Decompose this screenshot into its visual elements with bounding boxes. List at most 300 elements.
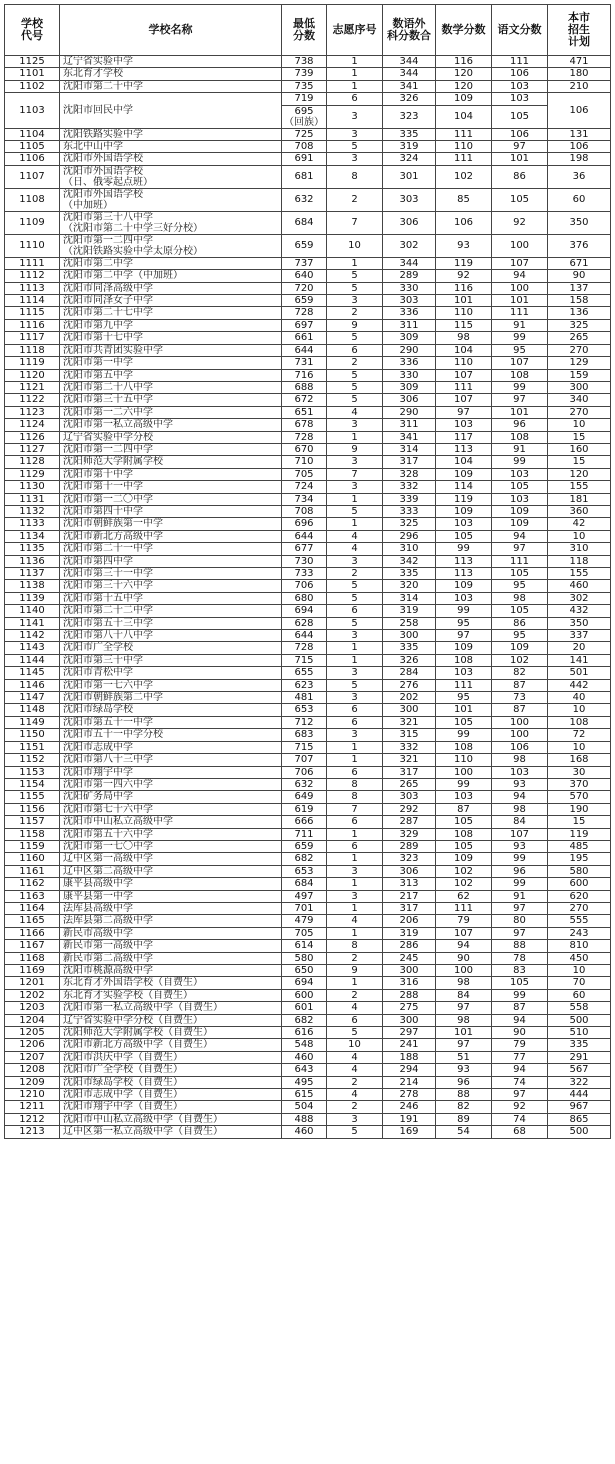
three-subject-total-cell: 309	[383, 332, 436, 344]
enrollment-plan-cell: 10	[548, 530, 611, 542]
chinese-score-cell: 95	[492, 580, 548, 592]
preference-number-cell: 5	[327, 592, 383, 604]
preference-number-cell: 2	[327, 1101, 383, 1113]
school-code-cell: 1101	[5, 68, 60, 80]
chinese-score-cell: 68	[492, 1126, 548, 1138]
math-score-cell: 96	[436, 1076, 492, 1088]
min-score-cell: 720	[282, 282, 327, 294]
school-code-cell: 1131	[5, 493, 60, 505]
school-code-cell: 1109	[5, 211, 60, 234]
enrollment-plan-cell: 168	[548, 754, 611, 766]
school-name-cell: 东北中山中学	[60, 141, 282, 153]
math-score-cell: 62	[436, 890, 492, 902]
three-subject-total-cell: 313	[383, 878, 436, 890]
min-score-cell: 666	[282, 816, 327, 828]
min-score-cell: 655	[282, 667, 327, 679]
table-row	[5, 766, 611, 778]
school-code-cell: 1201	[5, 977, 60, 989]
three-subject-total-cell: 306	[383, 211, 436, 234]
enrollment-plan-cell: 137	[548, 282, 611, 294]
min-score-cell: 712	[282, 716, 327, 728]
min-score-cell: 678	[282, 419, 327, 431]
math-score-cell: 97	[436, 406, 492, 418]
enrollment-plan-cell: 119	[548, 828, 611, 840]
min-score-cell: 697	[282, 319, 327, 331]
enrollment-plan-cell: 15	[548, 816, 611, 828]
school-code-cell: 1122	[5, 394, 60, 406]
chinese-score-cell: 97	[492, 141, 548, 153]
min-score-cell: 616	[282, 1027, 327, 1039]
preference-number-cell: 6	[327, 716, 383, 728]
min-score-cell: 706	[282, 766, 327, 778]
preference-number-cell: 7	[327, 803, 383, 815]
three-subject-total-cell: 326	[383, 654, 436, 666]
preference-number-cell: 8	[327, 940, 383, 952]
preference-number-cell: 2	[327, 568, 383, 580]
school-code-cell: 1104	[5, 128, 60, 140]
preference-number-cell: 1	[327, 654, 383, 666]
preference-number-cell: 8	[327, 791, 383, 803]
table-row	[5, 617, 611, 629]
table-row	[5, 481, 611, 493]
school-name-cell: 沈阳市第一二四中学	[60, 443, 282, 455]
math-score-cell: 103	[436, 791, 492, 803]
chinese-score-cell: 97	[492, 1089, 548, 1101]
three-subject-total-cell: 278	[383, 1089, 436, 1101]
three-subject-total-cell: 344	[383, 68, 436, 80]
school-code-cell: 1139	[5, 592, 60, 604]
school-code-cell: 1205	[5, 1027, 60, 1039]
school-code-cell: 1157	[5, 816, 60, 828]
school-code-cell: 1150	[5, 729, 60, 741]
chinese-score-cell: 97	[492, 927, 548, 939]
chinese-score-cell: 105	[492, 977, 548, 989]
min-score-cell: 661	[282, 332, 327, 344]
school-code-cell: 1113	[5, 282, 60, 294]
math-score-cell: 105	[436, 716, 492, 728]
chinese-score-cell: 86	[492, 165, 548, 188]
school-name-cell: 沈阳市广全学校（自费生）	[60, 1064, 282, 1076]
min-score-cell: 708	[282, 141, 327, 153]
math-score-cell: 119	[436, 257, 492, 269]
min-score-cell: 733	[282, 568, 327, 580]
school-code-cell: 1169	[5, 965, 60, 977]
enrollment-plan-cell: 376	[548, 234, 611, 257]
school-name-cell: 辽中区第一高级中学	[60, 853, 282, 865]
school-code-cell: 1114	[5, 295, 60, 307]
math-score-cell: 116	[436, 282, 492, 294]
preference-number-cell: 6	[327, 93, 383, 105]
preference-number-cell: 9	[327, 319, 383, 331]
enrollment-plan-cell: 129	[548, 357, 611, 369]
chinese-score-cell: 109	[492, 518, 548, 530]
preference-number-cell: 4	[327, 1002, 383, 1014]
math-score-cell: 113	[436, 443, 492, 455]
preference-number-cell: 3	[327, 555, 383, 567]
enrollment-plan-cell: 155	[548, 568, 611, 580]
preference-number-cell: 3	[327, 295, 383, 307]
chinese-score-cell: 99	[492, 332, 548, 344]
school-code-cell: 1210	[5, 1089, 60, 1101]
table-row	[5, 493, 611, 505]
math-score-cell: 109	[436, 505, 492, 517]
school-name-cell: 沈阳市第二十七中学	[60, 307, 282, 319]
admission-score-table	[4, 4, 611, 1139]
enrollment-plan-cell: 159	[548, 369, 611, 381]
math-score-cell: 99	[436, 605, 492, 617]
school-name-cell: 沈阳市同泽女子中学	[60, 295, 282, 307]
school-name-cell: 沈阳市新北方高级中学	[60, 530, 282, 542]
enrollment-plan-cell: 195	[548, 853, 611, 865]
school-name-cell: 沈阳市第三十五中学	[60, 394, 282, 406]
chinese-score-cell: 91	[492, 890, 548, 902]
enrollment-plan-cell: 471	[548, 56, 611, 68]
three-subject-total-cell: 302	[383, 234, 436, 257]
three-subject-total-cell: 169	[383, 1126, 436, 1138]
school-name-cell: 沈阳市第四十中学	[60, 505, 282, 517]
min-score-cell: 710	[282, 456, 327, 468]
table-row	[5, 530, 611, 542]
table-row	[5, 865, 611, 877]
min-score-cell: 684	[282, 878, 327, 890]
school-code-cell: 1119	[5, 357, 60, 369]
school-code-cell: 1147	[5, 692, 60, 704]
min-score-cell: 707	[282, 754, 327, 766]
three-subject-total-cell: 323	[383, 105, 436, 128]
three-subject-total-cell: 328	[383, 468, 436, 480]
school-code-cell: 1107	[5, 165, 60, 188]
three-subject-total-cell: 309	[383, 381, 436, 393]
school-name-cell: 康平县高级中学	[60, 878, 282, 890]
preference-number-cell: 3	[327, 481, 383, 493]
score-table-container	[4, 4, 610, 1139]
enrollment-plan-cell: 10	[548, 965, 611, 977]
chinese-score-cell: 97	[492, 543, 548, 555]
three-subject-total-cell: 320	[383, 580, 436, 592]
preference-number-cell: 6	[327, 816, 383, 828]
chinese-score-cell: 100	[492, 716, 548, 728]
chinese-score-cell: 111	[492, 56, 548, 68]
three-subject-total-cell: 188	[383, 1051, 436, 1063]
math-score-cell: 116	[436, 56, 492, 68]
school-code-cell: 1133	[5, 518, 60, 530]
enrollment-plan-cell: 243	[548, 927, 611, 939]
table-row	[5, 568, 611, 580]
min-score-cell: 481	[282, 692, 327, 704]
math-score-cell: 111	[436, 153, 492, 165]
chinese-score-cell: 93	[492, 840, 548, 852]
header-three-subject-total: 数语外 科分数合	[383, 5, 436, 56]
math-score-cell: 107	[436, 927, 492, 939]
math-score-cell: 101	[436, 295, 492, 307]
school-name-cell: 沈阳市外国语学校 （中加班）	[60, 188, 282, 211]
school-code-cell: 1149	[5, 716, 60, 728]
min-score-cell: 644	[282, 630, 327, 642]
chinese-score-cell: 73	[492, 692, 548, 704]
three-subject-total-cell: 332	[383, 481, 436, 493]
school-code-cell: 1151	[5, 741, 60, 753]
enrollment-plan-cell: 340	[548, 394, 611, 406]
school-code-cell: 1213	[5, 1126, 60, 1138]
school-code-cell: 1135	[5, 543, 60, 555]
min-score-cell: 632	[282, 188, 327, 211]
table-row	[5, 93, 611, 105]
math-score-cell: 101	[436, 704, 492, 716]
chinese-score-cell: 103	[492, 80, 548, 92]
preference-number-cell: 1	[327, 902, 383, 914]
enrollment-plan-cell: 600	[548, 878, 611, 890]
three-subject-total-cell: 300	[383, 704, 436, 716]
table-row	[5, 406, 611, 418]
min-score-cell: 479	[282, 915, 327, 927]
school-code-cell: 1143	[5, 642, 60, 654]
table-row	[5, 630, 611, 642]
min-score-cell: 716	[282, 369, 327, 381]
table-row	[5, 344, 611, 356]
three-subject-total-cell: 311	[383, 419, 436, 431]
school-code-cell: 1144	[5, 654, 60, 666]
school-code-cell: 1102	[5, 80, 60, 92]
table-row	[5, 468, 611, 480]
school-code-cell: 1212	[5, 1113, 60, 1125]
min-score-cell: 644	[282, 344, 327, 356]
chinese-score-cell: 100	[492, 234, 548, 257]
school-code-cell: 1209	[5, 1076, 60, 1088]
chinese-score-cell: 82	[492, 667, 548, 679]
enrollment-plan-cell: 671	[548, 257, 611, 269]
chinese-score-cell: 100	[492, 282, 548, 294]
preference-number-cell: 3	[327, 729, 383, 741]
three-subject-total-cell: 342	[383, 555, 436, 567]
table-row	[5, 667, 611, 679]
table-row	[5, 878, 611, 890]
chinese-score-cell: 92	[492, 1101, 548, 1113]
school-code-cell: 1123	[5, 406, 60, 418]
math-score-cell: 87	[436, 803, 492, 815]
table-row	[5, 270, 611, 282]
school-name-cell: 沈阳市志成中学	[60, 741, 282, 753]
table-row	[5, 605, 611, 617]
table-row	[5, 654, 611, 666]
three-subject-total-cell: 275	[383, 1002, 436, 1014]
min-score-cell: 619	[282, 803, 327, 815]
chinese-score-cell: 94	[492, 270, 548, 282]
three-subject-total-cell: 339	[383, 493, 436, 505]
enrollment-plan-cell: 501	[548, 667, 611, 679]
school-code-cell: 1103	[5, 93, 60, 128]
math-score-cell: 54	[436, 1126, 492, 1138]
table-row	[5, 989, 611, 1001]
school-name-cell: 新民市高级中学	[60, 927, 282, 939]
enrollment-plan-cell: 30	[548, 766, 611, 778]
table-row	[5, 1076, 611, 1088]
three-subject-total-cell: 296	[383, 530, 436, 542]
school-name-cell: 沈阳市第五十一中学	[60, 716, 282, 728]
table-row	[5, 952, 611, 964]
school-code-cell: 1106	[5, 153, 60, 165]
math-score-cell: 103	[436, 592, 492, 604]
school-name-cell: 沈阳市洪庆中学（自费生）	[60, 1051, 282, 1063]
math-score-cell: 105	[436, 816, 492, 828]
school-code-cell: 1161	[5, 865, 60, 877]
school-name-cell: 沈阳市第二十一中学	[60, 543, 282, 555]
min-score-cell: 653	[282, 865, 327, 877]
table-row	[5, 188, 611, 211]
enrollment-plan-cell: 270	[548, 344, 611, 356]
school-name-cell: 沈阳市同泽高级中学	[60, 282, 282, 294]
enrollment-plan-cell: 567	[548, 1064, 611, 1076]
school-code-cell: 1202	[5, 989, 60, 1001]
enrollment-plan-cell: 360	[548, 505, 611, 517]
three-subject-total-cell: 303	[383, 791, 436, 803]
min-score-cell: 731	[282, 357, 327, 369]
table-row	[5, 927, 611, 939]
enrollment-plan-cell: 158	[548, 295, 611, 307]
math-score-cell: 115	[436, 319, 492, 331]
enrollment-plan-cell: 10	[548, 704, 611, 716]
three-subject-total-cell: 300	[383, 1014, 436, 1026]
school-code-cell: 1162	[5, 878, 60, 890]
school-code-cell: 1130	[5, 481, 60, 493]
header-math-score: 数学分数	[436, 5, 492, 56]
school-code-cell: 1120	[5, 369, 60, 381]
table-row	[5, 80, 611, 92]
preference-number-cell: 3	[327, 153, 383, 165]
three-subject-total-cell: 306	[383, 865, 436, 877]
preference-number-cell: 3	[327, 890, 383, 902]
chinese-score-cell: 96	[492, 865, 548, 877]
preference-number-cell: 1	[327, 493, 383, 505]
school-name-cell: 沈阳市五十一中学分校	[60, 729, 282, 741]
school-code-cell: 1141	[5, 617, 60, 629]
school-name-cell: 沈阳矿务局中学	[60, 791, 282, 803]
three-subject-total-cell: 241	[383, 1039, 436, 1051]
three-subject-total-cell: 323	[383, 853, 436, 865]
school-name-cell: 辽宁省实验中学分校	[60, 431, 282, 443]
chinese-score-cell: 74	[492, 1113, 548, 1125]
math-score-cell: 107	[436, 369, 492, 381]
preference-number-cell: 6	[327, 766, 383, 778]
chinese-score-cell: 108	[492, 431, 548, 443]
school-code-cell: 1204	[5, 1014, 60, 1026]
school-code-cell: 1154	[5, 778, 60, 790]
school-code-cell: 1164	[5, 902, 60, 914]
chinese-score-cell: 103	[492, 766, 548, 778]
preference-number-cell: 5	[327, 1126, 383, 1138]
school-name-cell: 沈阳市第三十八中学 （沈阳市第二十中学三好分校）	[60, 211, 282, 234]
three-subject-total-cell: 284	[383, 667, 436, 679]
math-score-cell: 113	[436, 555, 492, 567]
preference-number-cell: 2	[327, 989, 383, 1001]
chinese-score-cell: 98	[492, 803, 548, 815]
preference-number-cell: 10	[327, 234, 383, 257]
chinese-score-cell: 99	[492, 456, 548, 468]
table-row	[5, 642, 611, 654]
three-subject-total-cell: 319	[383, 927, 436, 939]
table-row	[5, 977, 611, 989]
school-code-cell: 1110	[5, 234, 60, 257]
table-row	[5, 778, 611, 790]
chinese-score-cell: 78	[492, 952, 548, 964]
school-code-cell: 1159	[5, 840, 60, 852]
enrollment-plan-cell: 190	[548, 803, 611, 815]
school-name-cell: 沈阳市第一二四中学 （沈阳铁路实验中学太原分校）	[60, 234, 282, 257]
three-subject-total-cell: 300	[383, 630, 436, 642]
enrollment-plan-cell: 10	[548, 419, 611, 431]
school-name-cell: 沈阳市回民中学	[60, 93, 282, 128]
math-score-cell: 110	[436, 307, 492, 319]
three-subject-total-cell: 303	[383, 188, 436, 211]
min-score-cell: 659	[282, 234, 327, 257]
chinese-score-cell: 107	[492, 357, 548, 369]
preference-number-cell: 5	[327, 394, 383, 406]
min-score-cell: 677	[282, 543, 327, 555]
enrollment-plan-cell: 120	[548, 468, 611, 480]
chinese-score-cell: 109	[492, 505, 548, 517]
math-score-cell: 99	[436, 543, 492, 555]
three-subject-total-cell: 206	[383, 915, 436, 927]
enrollment-plan-cell: 10	[548, 741, 611, 753]
min-score-cell: 728	[282, 642, 327, 654]
enrollment-plan-cell: 141	[548, 654, 611, 666]
enrollment-plan-cell: 302	[548, 592, 611, 604]
chinese-score-cell: 109	[492, 642, 548, 654]
chinese-score-cell: 101	[492, 295, 548, 307]
preference-number-cell: 3	[327, 692, 383, 704]
three-subject-total-cell: 315	[383, 729, 436, 741]
chinese-score-cell: 94	[492, 530, 548, 542]
preference-number-cell: 2	[327, 188, 383, 211]
math-score-cell: 100	[436, 965, 492, 977]
three-subject-total-cell: 303	[383, 295, 436, 307]
chinese-score-cell: 106	[492, 68, 548, 80]
chinese-score-cell: 102	[492, 654, 548, 666]
table-row	[5, 840, 611, 852]
three-subject-total-cell: 330	[383, 369, 436, 381]
math-score-cell: 109	[436, 853, 492, 865]
chinese-score-cell: 105	[492, 605, 548, 617]
three-subject-total-cell: 335	[383, 128, 436, 140]
min-score-cell: 737	[282, 257, 327, 269]
min-score-cell: 643	[282, 1064, 327, 1076]
enrollment-plan-cell: 36	[548, 165, 611, 188]
enrollment-plan-cell: 450	[548, 952, 611, 964]
math-score-cell: 103	[436, 419, 492, 431]
table-row	[5, 234, 611, 257]
enrollment-plan-cell: 265	[548, 332, 611, 344]
table-row	[5, 456, 611, 468]
three-subject-total-cell: 292	[383, 803, 436, 815]
math-score-cell: 104	[436, 105, 492, 128]
table-row	[5, 791, 611, 803]
min-score-cell: 688	[282, 381, 327, 393]
chinese-score-cell: 106	[492, 741, 548, 753]
enrollment-plan-cell: 270	[548, 902, 611, 914]
table-row	[5, 295, 611, 307]
chinese-score-cell: 100	[492, 729, 548, 741]
three-subject-total-cell: 335	[383, 642, 436, 654]
math-score-cell: 120	[436, 68, 492, 80]
min-score-cell: 695 （回族）	[282, 105, 327, 128]
enrollment-plan-cell: 291	[548, 1051, 611, 1063]
school-code-cell: 1121	[5, 381, 60, 393]
math-score-cell: 113	[436, 568, 492, 580]
min-score-cell: 684	[282, 211, 327, 234]
table-row	[5, 1027, 611, 1039]
math-score-cell: 98	[436, 332, 492, 344]
math-score-cell: 98	[436, 977, 492, 989]
min-score-cell: 614	[282, 940, 327, 952]
